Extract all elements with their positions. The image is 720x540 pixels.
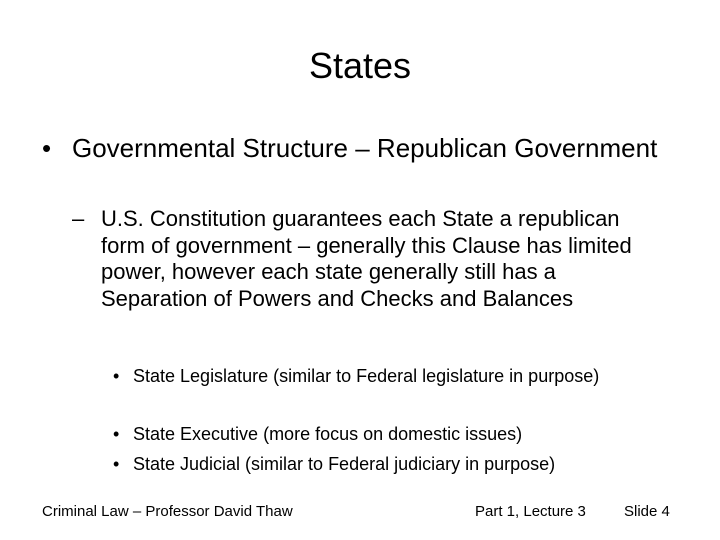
sub-bullet-text: State Judicial (similar to Federal judiciary in purpose) [133, 454, 556, 474]
sub-bullet-text: State Executive (more focus on domestic issues) [133, 424, 523, 444]
slide-title: States [308, 45, 412, 86]
bullet-marker: • [113, 454, 120, 474]
bullet-marker: • [113, 366, 120, 386]
bullet-text: U.S. Constitution guarantees each State a republican form of government – generally this Clause has limited power, however each state generally still has a Separation of Powers and Checks and Balances [101, 206, 632, 311]
sub-bullet-text: State Legislature (similar to Federal legislature in purpose) [133, 366, 600, 386]
footer-lecture: Part 1, Lecture 3 [475, 503, 586, 520]
bullet-text: Governmental Structure – Republican Government [72, 133, 658, 163]
dash-marker: – [72, 206, 85, 231]
footer-slide-number: Slide 4 [624, 503, 670, 520]
footer-course: Criminal Law – Professor David Thaw [42, 503, 293, 520]
bullet-marker: • [42, 133, 52, 163]
bullet-marker: • [113, 424, 120, 444]
